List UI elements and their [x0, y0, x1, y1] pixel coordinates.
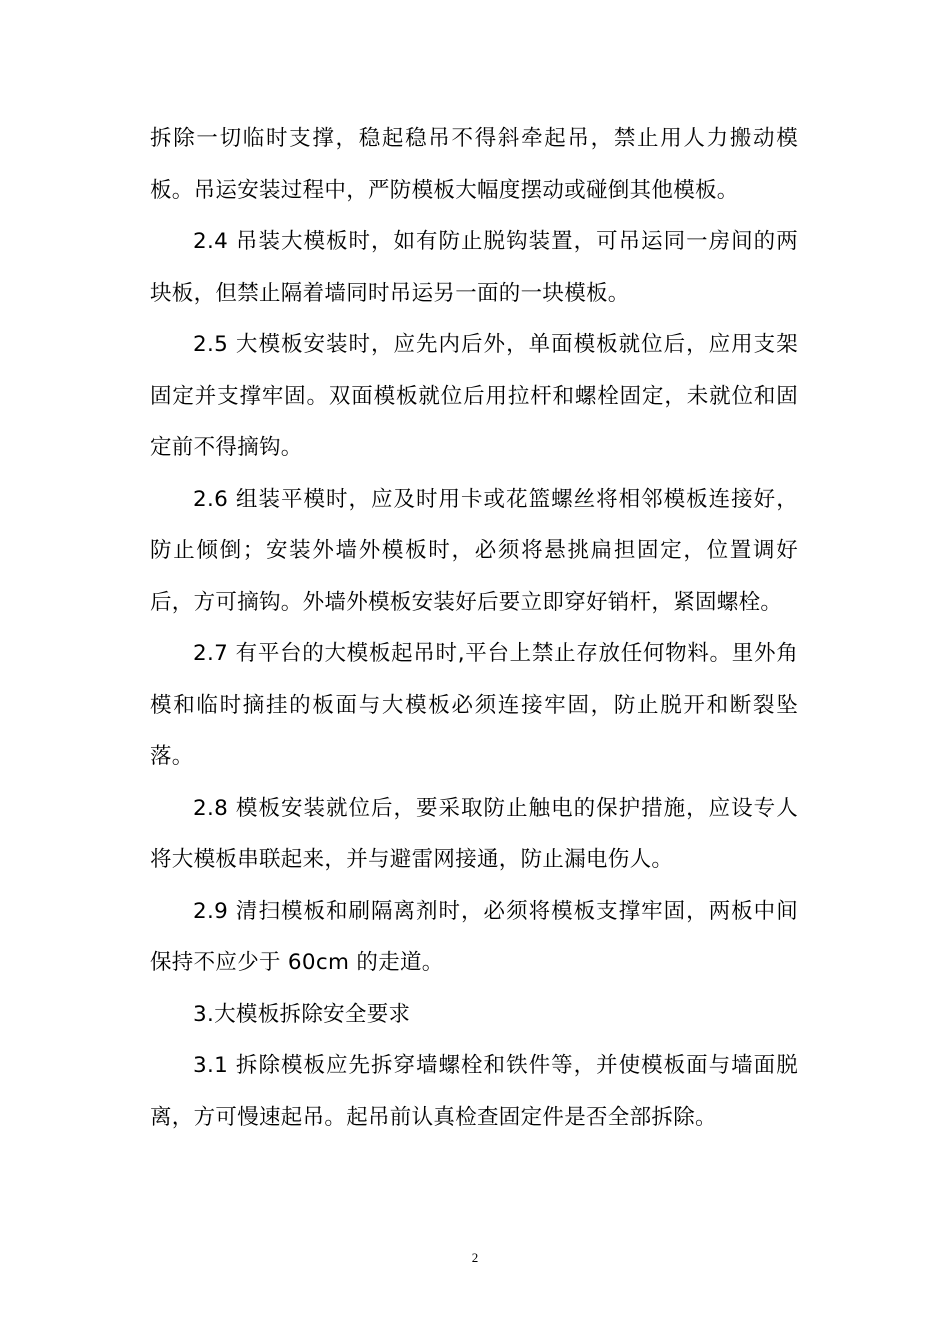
page-number: 2	[471, 1250, 479, 1265]
paragraph-3-1: 3.1 拆除模板应先拆穿墙螺栓和铁件等，并使模板面与墙面脱离，方可慢速起吊。起吊前认真检查固定件是否全部拆除。	[150, 1053, 798, 1130]
paragraph-continued: 拆除一切临时支撑，稳起稳吊不得斜牵起吊，禁止用人力搬动模板。吊运安装过程中，严防模板大幅度摆动或碰倒其他模板。	[150, 126, 798, 203]
document-body	[150, 113, 798, 1143]
paragraph-2-8: 2.8 模板安装就位后，要采取防止触电的保护措施，应设专人将大模板串联起来，并与避雷网接通，防止漏电伤人。	[150, 795, 798, 872]
paragraph-2-9: 2.9 清扫模板和刷隔离剂时，必须将模板支撑牢固，两板中间保持不应少于 60cm 的走道。	[150, 898, 798, 975]
section-heading-3: 3.大模板拆除安全要求	[193, 1001, 411, 1027]
paragraph-2-6: 2.6 组装平模时，应及时用卡或花篮螺丝将相邻模板连接好，防止倾倒；安装外墙外模板时，必须将悬挑扁担固定，位置调好后，方可摘钩。外墙外模板安装好后要立即穿好销杆，紧固螺栓。	[150, 486, 798, 615]
paragraph-2-7: 2.7 有平台的大模板起吊时,平台上禁止存放任何物料。里外角模和临时摘挂的板面与大模板必须连接牢固，防止脱开和断裂坠落。	[150, 641, 798, 769]
paragraph-2-4: 2.4 吊装大模板时，如有防止脱钩装置，可吊运同一房间的两块板，但禁止隔着墙同时吊运另一面的一块模板。	[150, 229, 798, 306]
paragraph-2-5: 2.5 大模板安装时，应先内后外，单面模板就位后，应用支架固定并支撑牢固。双面模板就位后用拉杆和螺栓固定，未就位和固定前不得摘钩。	[150, 332, 798, 460]
